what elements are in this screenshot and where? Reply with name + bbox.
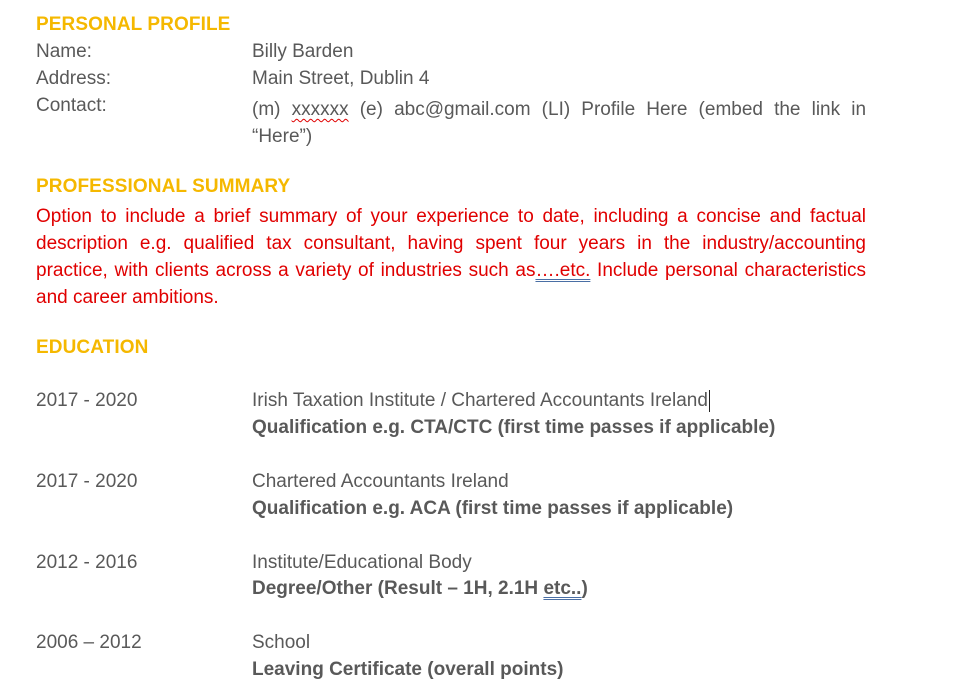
institution-text: Irish Taxation Institute / Chartered Accountants Ireland [252,390,708,412]
education-qualification[interactable]: Qualification e.g. CTA/CTC (first time passes if applicable) [252,417,776,438]
qualification-suffix: ) [581,578,588,599]
education-qualification[interactable] [252,578,588,600]
qualification-etc-link[interactable]: etc.. [543,578,582,599]
education-years: 2006 – 2012 [36,632,142,653]
address-label: Address: [36,68,111,89]
contact-label: Contact: [36,95,107,116]
summary-etc-link[interactable]: ….etc. [535,260,591,281]
education-qualification[interactable]: Qualification e.g. ACA (first time passes if applicable) [252,498,734,519]
education-heading: EDUCATION [36,337,149,358]
education-institution[interactable] [252,390,710,412]
education-institution[interactable]: Institute/Educational Body [252,552,472,573]
address-value[interactable]: Main Street, Dublin 4 [252,68,430,89]
name-label: Name: [36,41,92,62]
contact-phone[interactable]: xxxxxx [291,99,349,120]
education-years: 2012 - 2016 [36,552,138,573]
contact-value[interactable] [252,96,866,150]
education-years: 2017 - 2020 [36,390,138,411]
professional-summary-heading: PROFESSIONAL SUMMARY [36,176,291,197]
text-cursor [709,390,710,412]
education-qualification[interactable]: Leaving Certificate (overall points) [252,659,564,680]
name-value[interactable]: Billy Barden [252,41,354,62]
education-institution[interactable]: School [252,632,311,653]
qualification-prefix: Degree/Other (Result – 1H, 2.1H [252,578,544,599]
contact-mobile-prefix: (m) [252,99,281,120]
education-institution[interactable]: Chartered Accountants Ireland [252,471,509,492]
education-years: 2017 - 2020 [36,471,138,492]
summary-text-part2: Include personal characteristics and career ambitions. [36,260,866,308]
professional-summary-text[interactable] [36,203,866,311]
personal-profile-heading: PERSONAL PROFILE [36,14,231,35]
contact-details[interactable]: (e) abc@gmail.com (LI) Profile Here (embed the link in “Here”) [252,99,867,147]
summary-text-part1: Option to include a brief summary of your experience to date, including a concise and factual description e.g. qualified tax consultant, having spent four years in the industry/accounting practice, with clients across a variety of industries such as [36,206,866,281]
